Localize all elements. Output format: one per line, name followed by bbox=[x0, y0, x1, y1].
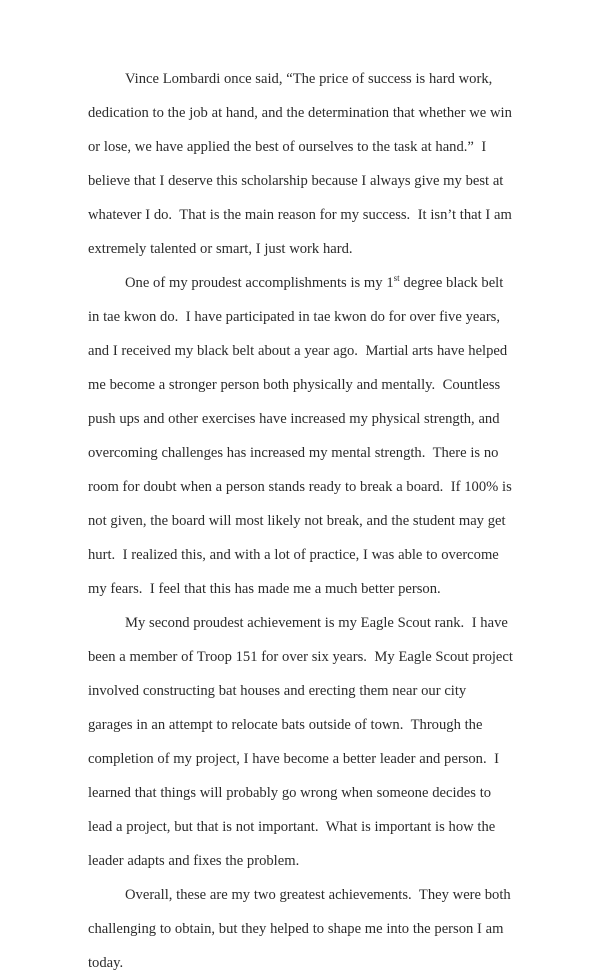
essay-paragraph-4 bbox=[88, 878, 514, 980]
paragraph-text: Overall, these are my two greatest achievements. They were both challenging to obtain, but they helped to shape me into the person I am today. bbox=[88, 887, 515, 971]
essay-body bbox=[88, 62, 517, 980]
paragraph-text-after-superscript: degree black belt in tae kwon do. I have participated in tae kwon do for over five years, and I received my black belt about a year ago. Martial arts have helped me become a stronger person both physically and mentally. Countless push ups and other exercises have increased my physical strength, and overcoming challenges has increased my mental strength. There is no room for doubt when a person stands ready to break a board. If 100% is not given, the board will most likely not break, and the student may get hurt. I realized this, and with a lot of practice, I was able to overcome my fears. I feel that this has made me a much better person. bbox=[88, 275, 516, 597]
essay-paragraph-2 bbox=[88, 266, 514, 606]
ordinal-superscript: st bbox=[393, 273, 400, 284]
paragraph-text-before-superscript: One of my proudest accomplishments is my 1 bbox=[125, 275, 394, 291]
paragraph-text: My second proudest achievement is my Eagle Scout rank. I have been a member of Troop 151 for over six years. My Eagle Scout project involved constructing bat houses and erecting them near our city garages in an attempt to relocate bats outside of town. Through the completion of my project, I have become a better leader and person. I learned that things will probably go wrong when someone decides to lead a project, but that is not important. What is important is how the leader adapts and fixes the problem. bbox=[88, 615, 517, 869]
essay-paragraph-3 bbox=[88, 606, 517, 878]
paragraph-text: Vince Lombardi once said, “The price of success is hard work, dedication to the job at hand, and the determination that whether we win or lose, we have applied the best of ourselves to the task at hand.” I believe that I deserve this scholarship because I always give my best at whatever I do. That is the main reason for my success. It isn’t that I am extremely talented or smart, I just work hard. bbox=[88, 71, 516, 257]
essay-paragraph-1 bbox=[88, 62, 514, 266]
